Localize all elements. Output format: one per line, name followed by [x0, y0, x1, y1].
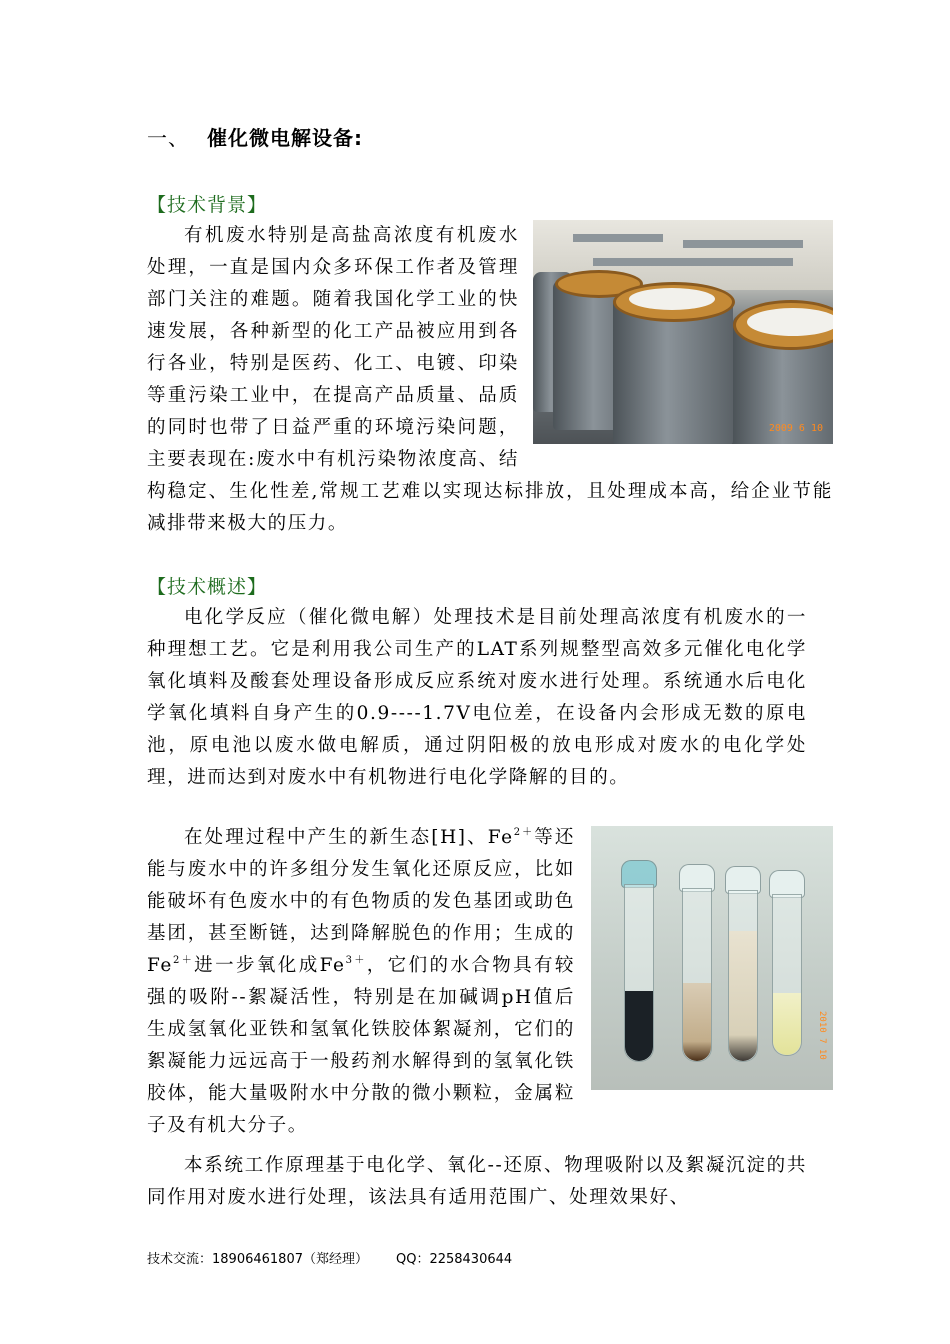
footer-contact: [147, 1248, 512, 1267]
overview-body-2: [147, 822, 833, 1142]
section-heading-background: 【技术背景】: [147, 194, 268, 216]
tank-photo: [533, 220, 833, 444]
overview-paragraph-3: 本系统工作原理基于电化学、氧化--还原、物理吸附以及絮凝沉淀的共同作用对废水进行处理，该法具有适用范围广、处理效果好、: [147, 1155, 807, 1208]
overview-paragraph-1: 电化学反应（催化微电解）处理技术是目前处理高浓度有机废水的一种理想工艺。它是利用我公司生产的LAT系列规整型高效多元催化电化学氧化填料及酸套处理设备形成反应系统对废水进行处理。系统通水后电化学氧化填料自身产生的0.9----1.7V电位差，在设备内会形成无数的原电池，原电池以废水做电解质，通过阴阳极的放电形成对废水的电化学处理，进而达到对废水中有机物进行电化学降解的目的。: [147, 607, 807, 788]
background-paragraph: 有机废水特别是高盐高浓度有机废水处理，一直是国内众多环保工作者及管理部门关注的难题。随着我国化学工业的快速发展，各种新型的化工产品被应用到各行各业，特别是医药、化工、电镀、印染等重污染工业中，在提高产品质量、品质的同时也带了日益严重的环境污染问题，主要表现在:废水中有机污染物浓度高、结构稳定、生化性差,常规工艺难以实现达标排放，且处理成本高，给企业节能减排带来极大的压力。: [147, 225, 833, 534]
title-number: 一、: [147, 126, 189, 150]
page-title: [147, 122, 363, 151]
contact-qq: QQ：2258430644: [395, 1252, 513, 1267]
section-heading-overview: 【技术概述】: [147, 576, 268, 598]
title-text: 催化微电解设备:: [207, 126, 363, 150]
overview-paragraph-2: 在处理过程中产生的新生态[H]、$Fe^{2+}$等还能与废水中的许多组分发生氧化还原反应，比如能破坏有色废水中的有色物质的发色基团或助色基团，甚至断链，达到降解脱色的作用；生成的$Fe^{2+}$进一步氧化成$Fe^{3+}$，它们的水合物具有较强的吸附--絮凝活性，特别是在加碱调pH值后生成氢氧化亚铁和氢氧化铁胶体絮凝剂，它们的絮凝能力远远高于一般药剂水解得到的氢氧化铁胶体，能大量吸附水中分散的微小颗粒，金属粒子及有机大分子。: [147, 827, 576, 1136]
contact-phone: 技术交流：18906461807（郑经理）: [147, 1252, 368, 1267]
photo-date-stamp: 2009 6 10: [768, 423, 823, 434]
photo-date-stamp-2: 2010 7 10: [817, 1011, 827, 1060]
test-tubes-photo: [591, 826, 833, 1090]
section-background-body: [147, 220, 833, 540]
